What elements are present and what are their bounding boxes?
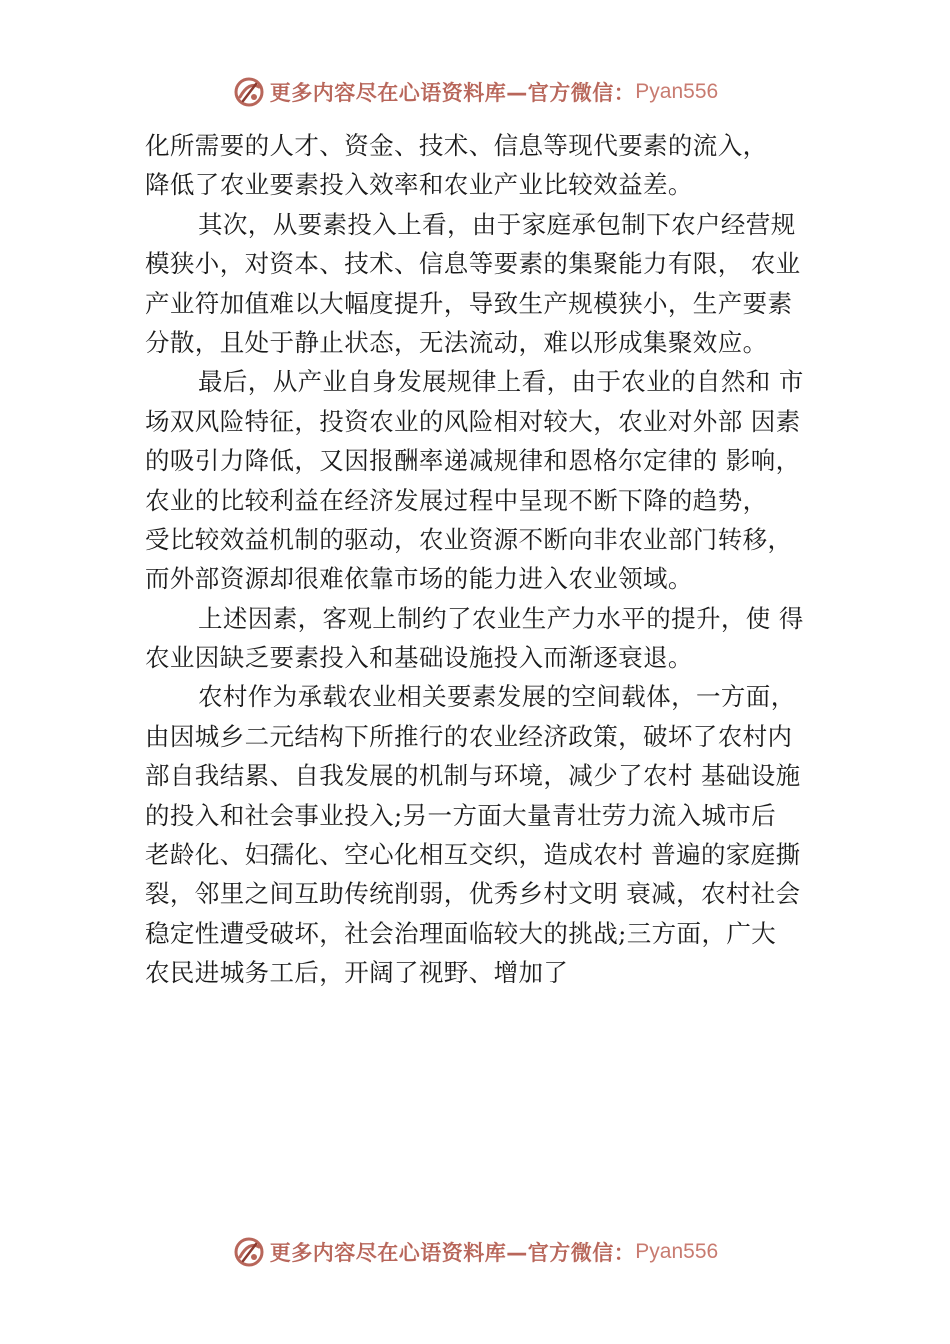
header-text: 更多内容尽在心语资料库—官方微信： xyxy=(269,81,636,105)
body-line: 的投入和社会事业投入;另一方面大量青壮劳力流入城市后 xyxy=(145,800,777,830)
body-line: 农业的比较利益在经济发展过程中呈现不断下降的趋势， xyxy=(145,485,768,515)
body-line: 部自我结累、自我发展的机制与环境，减少了农村 基础设施 xyxy=(145,761,801,791)
body-line: 化所需要的人才、资金、技术、信息等现代要素的流入， xyxy=(145,131,768,160)
library-logo-icon xyxy=(232,1235,266,1269)
body-line: 农业因缺乏要素投入和基础设施投入而渐逐衰退。 xyxy=(145,643,693,673)
body-line: 最后，从产业自身发展规律上看，由于农业的自然和 市 xyxy=(198,367,804,397)
body-line: 农村作为承载农业相关要素发展的空间载体，一方面， xyxy=(198,682,796,712)
body-line: 分散，且处于静止状态，无法流动，难以形成集聚效应。 xyxy=(145,327,768,357)
header-wechat-handle: Pyan556 xyxy=(635,80,719,103)
document-body xyxy=(145,126,810,993)
body-line: 模狭小，对资本、技术、信息等要素的集聚能力有限， 农业 xyxy=(145,249,801,279)
body-line: 农民进城务工后，开阔了视野、增加了 xyxy=(145,958,569,988)
library-logo-icon xyxy=(232,75,266,109)
body-line: 裂，邻里之间互助传统削弱，优秀乡村文明 衰减，农村社会 xyxy=(145,879,801,909)
body-line: 受比较效益机制的驱动，农业资源不断向非农业部门转移， xyxy=(145,524,793,554)
body-line: 的吸引力降低，又因报酬率递减规律和恩格尔定律的 影响， xyxy=(145,446,801,476)
body-line: 场双风险特征，投资农业的风险相对较大，农业对外部 因素 xyxy=(145,406,801,436)
footer-text: 更多内容尽在心语资料库—官方微信： xyxy=(269,1241,636,1265)
body-line: 产业符加值难以大幅度提升，导致生产规模狭小，生产要素 xyxy=(145,288,793,318)
body-line: 而外部资源却很难依靠市场的能力进入农业领域。 xyxy=(145,564,693,594)
header-banner xyxy=(0,72,950,112)
footer-wechat-handle: Pyan556 xyxy=(635,1240,719,1263)
body-line: 稳定性遭受破坏，社会治理面临较大的挑战;三方面，广大 xyxy=(145,918,777,948)
body-line: 其次，从要素投入上看，由于家庭承包制下农户经营规 xyxy=(198,209,796,239)
body-line: 上述因素，客观上制约了农业生产力水平的提升，使 得 xyxy=(198,603,804,633)
footer-banner xyxy=(0,1232,950,1272)
body-line: 老龄化、妇孺化、空心化相互交织，造成农村 普遍的家庭撕 xyxy=(145,840,801,870)
body-line: 降低了农业要素投入效率和农业产业比较效益差。 xyxy=(145,170,693,200)
body-line: 由因城乡二元结构下所推行的农业经济政策，破坏了农村内 xyxy=(145,721,793,751)
